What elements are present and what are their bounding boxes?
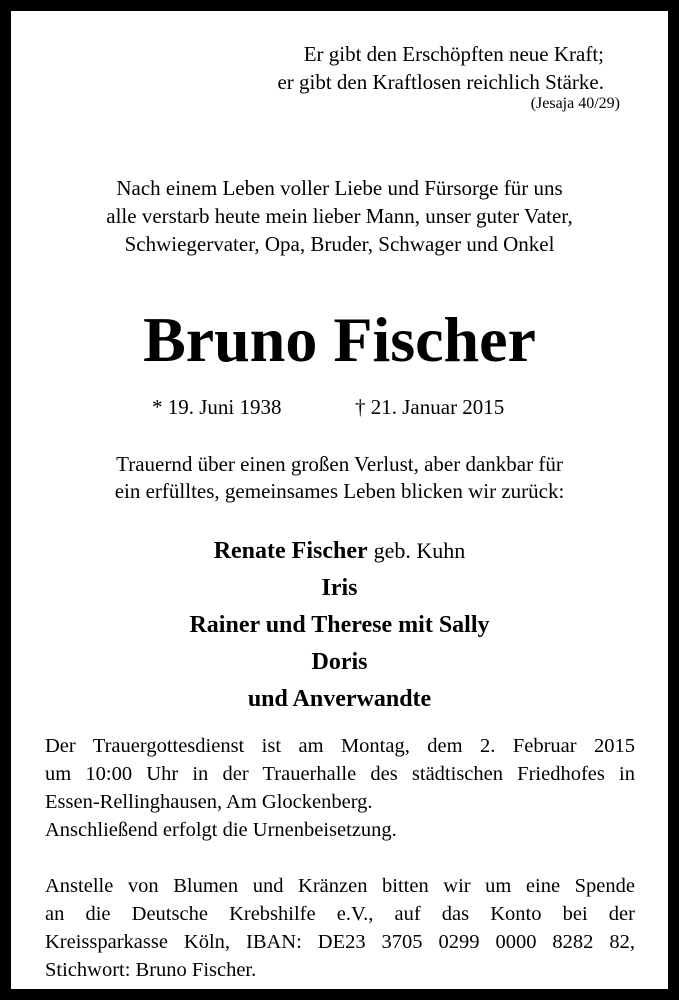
mourner-line: Doris <box>311 649 368 675</box>
deceased-name: Bruno Fischer <box>143 304 536 375</box>
mourner-line <box>0 532 679 570</box>
service-line: Essen-Rellinghausen, Am Glockenberg. <box>45 791 373 813</box>
donation-line: Kreissparkasse Köln, IBAN: DE23 3705 0299 0000 8282 82, <box>45 931 635 953</box>
bible-verse <box>0 40 604 96</box>
mourning-text <box>0 451 679 505</box>
verse-source: (Jesaja 40/29) <box>530 95 620 112</box>
birth-date: * 19. Juni 1938 <box>152 395 282 419</box>
intro-line: Schwiegervater, Opa, Bruder, Schwager und Onkel <box>124 232 555 256</box>
mourner-line: Rainer und Therese mit Sally <box>189 612 490 638</box>
service-line: Der Trauergottesdienst ist am Montag, dem 2. Februar 2015 <box>45 735 635 757</box>
mourner-line: und Anverwandte <box>247 686 432 712</box>
mourners-list <box>0 532 679 718</box>
intro-line: Nach einem Leben voller Liebe und Fürsorge für uns <box>116 176 563 200</box>
mourner-line: Iris <box>321 575 358 601</box>
mourning-line: ein erfülltes, gemeinsames Leben blicken wir zurück: <box>114 479 565 503</box>
intro-text <box>0 174 679 258</box>
spouse-maiden-name: geb. Kuhn <box>373 538 466 563</box>
intro-line: alle verstarb heute mein lieber Mann, unser guter Vater, <box>106 204 573 228</box>
donation-line: an die Deutsche Krebshilfe e.V., auf das Konto bei der <box>45 903 635 925</box>
donation-line: Stichwort: Bruno Fischer. <box>45 959 257 981</box>
death-date: † 21. Januar 2015 <box>355 395 505 419</box>
spouse-name: Renate Fischer <box>213 538 368 564</box>
burial-info: Anschließend erfolgt die Urnenbeisetzung. <box>45 819 397 841</box>
donation-info <box>45 872 635 984</box>
service-line: um 10:00 Uhr in der Trauerhalle des städtischen Friedhofes in <box>45 763 635 785</box>
verse-line: Er gibt den Erschöpften neue Kraft; <box>303 42 604 66</box>
mourning-line: Trauernd über einen großen Verlust, aber dankbar für <box>116 452 563 476</box>
verse-line: er gibt den Kraftlosen reichlich Stärke. <box>277 70 604 94</box>
service-info <box>45 732 635 816</box>
donation-line: Anstelle von Blumen und Kränzen bitten wir um eine Spende <box>45 875 635 897</box>
